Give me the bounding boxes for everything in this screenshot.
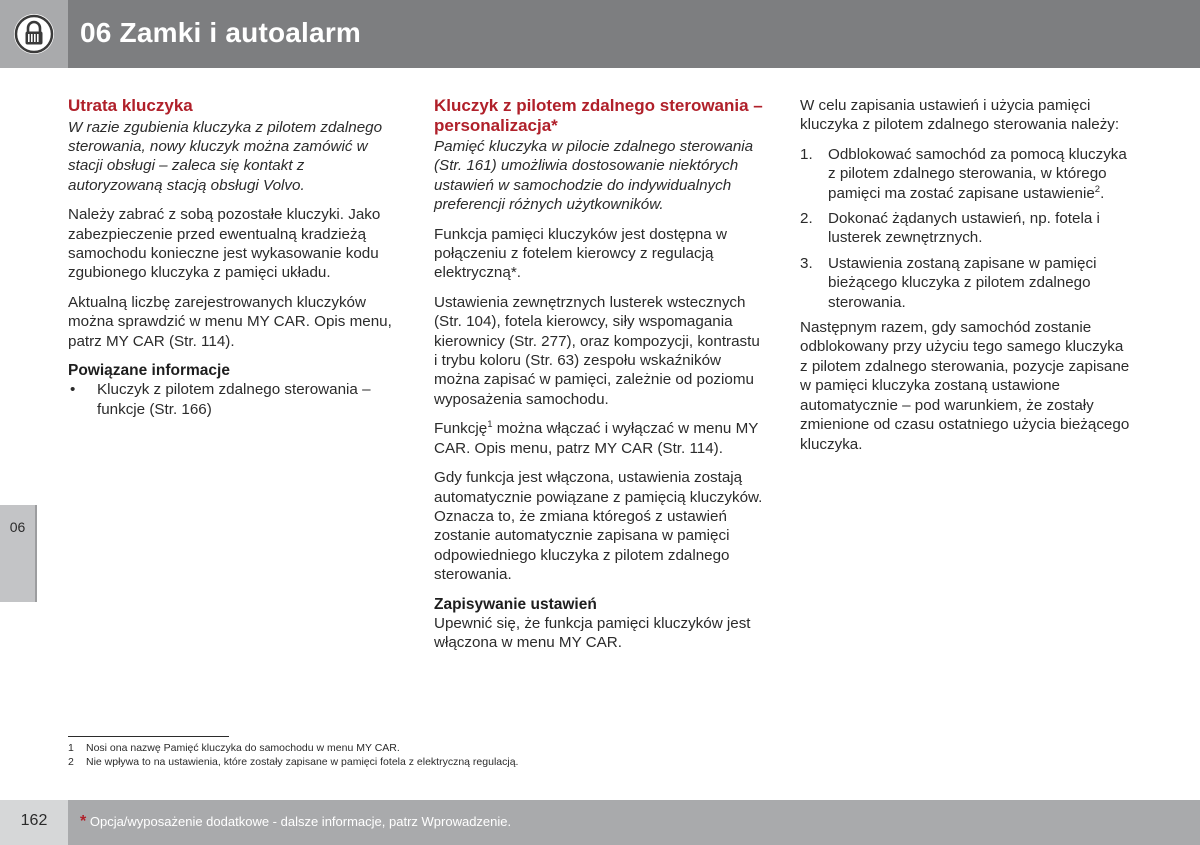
- intro-paragraph: W razie zgubienia kluczyka z pilotem zdalnego sterowania, nowy kluczyk można zamówić w stacji obsługi – zaleca się kontakt z autoryzowaną stacją obsługi Volvo.: [68, 118, 383, 194]
- step-text: Dokonać żądanych ustawień, np. fotela i lusterek zewnętrznych.: [828, 210, 1100, 247]
- footer-note: [80, 813, 511, 831]
- footer-note-text: Opcja/wyposażenie dodatkowe - dalsze informacje, patrz Wprowadzenie.: [86, 814, 512, 829]
- steps-list: [800, 145, 1130, 312]
- lock-icon: [14, 14, 54, 54]
- footnote: [68, 755, 518, 769]
- chapter-title: 06 Zamki i autoalarm: [80, 17, 362, 48]
- page-number-box: [0, 800, 68, 845]
- footnote-number: 2: [68, 756, 74, 768]
- step-number: 1.: [800, 145, 813, 163]
- related-info-heading: Powiązane informacje: [68, 361, 230, 379]
- chapter-side-tab: [0, 505, 37, 602]
- paragraph: [434, 419, 766, 458]
- step-text: Odblokować samochód za pomocą kluczyka z pilotem zdalnego sterowania, w którego pamięci ma zostać zapisane ustawienie: [828, 145, 1127, 202]
- paragraph: Upewnić się, że funkcja pamięci kluczyków jest włączona w menu MY CAR.: [434, 615, 751, 652]
- section-heading-personalization: Kluczyk z pilotem zdalnego sterowania – personalizacja*: [434, 96, 763, 135]
- related-info-item-text: Kluczyk z pilotem zdalnego sterowania – funkcje (Str. 166): [97, 381, 371, 418]
- footnote-text: Nie wpływa to na ustawienia, które zostały zapisane w pamięci fotela z elektryczną regulacją.: [86, 756, 519, 768]
- saving-settings-heading: Zapisywanie ustawień: [434, 595, 597, 613]
- paragraph: Następnym razem, gdy samochód zostanie odblokowany przy użyciu tego samego kluczyka z pilotem zdalnego sterowania, pozycje zapisane w pamięci kluczyka zostaną ustawione automatycznie – pod warunkiem, że zostały zmienione od czasu ostatniego użycia bieżącego kluczyka.: [800, 319, 1130, 453]
- page-number: 162: [20, 812, 48, 829]
- column-3: [800, 96, 1130, 464]
- step-item: [800, 209, 1130, 248]
- section-heading-lost-key: Utrata kluczyka: [68, 96, 193, 115]
- footnote-ref: 2: [1094, 183, 1101, 195]
- paragraph: Gdy funkcja jest włączona, ustawienia zostają automatycznie powiązane z pamięcią kluczyków. Oznacza to, że zmiana któregoś z ustawień zostanie automatycznie zapisana w pamięci odpowiedniego kluczyka z pilotem zdalnego sterowania.: [434, 469, 763, 584]
- paragraph: Należy zabrać z sobą pozostałe kluczyki. Jako zabezpieczenie przed ewentualną kradzieżą samochodu konieczne jest wykasowanie kodu zgubionego kluczyka z pamięci układu.: [68, 206, 381, 282]
- paragraph: W celu zapisania ustawień i użycia pamięci kluczyka z pilotem zdalnego sterowania należy:: [800, 97, 1120, 134]
- chapter-icon-box: [0, 0, 68, 68]
- footnote-text: Nosi ona nazwę Pamięć kluczyka do samochodu w menu MY CAR.: [86, 742, 400, 754]
- footnote-number: 1: [68, 742, 74, 754]
- related-info-item[interactable]: [68, 380, 398, 419]
- asterisk-marker: *: [80, 813, 87, 830]
- step-number: 3.: [800, 254, 813, 272]
- paragraph: Aktualną liczbę zarejestrowanych kluczyków można sprawdzić w menu MY CAR. Opis menu, patrz MY CAR (Str. 114).: [68, 293, 392, 350]
- step-item: [800, 145, 1130, 203]
- footnote-divider: [68, 736, 229, 737]
- step-text-tail: .: [1100, 184, 1105, 202]
- paragraph: Funkcja pamięci kluczyków jest dostępna w połączeniu z fotelem kierowcy z regulacją elektryczną*.: [434, 225, 727, 282]
- column-2: [434, 96, 766, 663]
- footnote: [68, 741, 518, 755]
- step-item: [800, 254, 1130, 312]
- footnote-ref: 1: [487, 419, 493, 431]
- step-text: Ustawienia zostaną zapisane w pamięci bieżącego kluczyka z pilotem zdalnego sterowania.: [828, 254, 1097, 311]
- chapter-side-tab-label: 06: [9, 519, 26, 535]
- bullet-marker: •: [70, 381, 76, 399]
- intro-paragraph: Pamięć kluczyka w pilocie zdalnego sterowania (Str. 161) umożliwia dostosowanie niektórych ustawień w samochodzie do indywidualnych preferencji różnych użytkowników.: [434, 138, 754, 214]
- column-1: [68, 96, 398, 419]
- step-number: 2.: [800, 210, 813, 228]
- paragraph-text: Funkcję: [434, 420, 488, 438]
- paragraph: Ustawienia zewnętrznych lusterek wstecznych (Str. 104), fotela kierowcy, siły wspomagania kierownicy (Str. 277), oraz kompozycji, kontrastu i trybu koloru (Str. 63) zespołu wskaźników można zapisać w pamięci, zależnie od poziomu wyposażenia samochodu.: [434, 293, 760, 408]
- page-footer: [0, 800, 1200, 845]
- paragraph-text: można włączać i wyłączać w menu MY CAR. Opis menu, patrz MY CAR (Str. 114).: [434, 420, 759, 457]
- footnotes: [68, 741, 518, 769]
- related-info-list: [68, 380, 398, 419]
- page-header: [0, 0, 1200, 68]
